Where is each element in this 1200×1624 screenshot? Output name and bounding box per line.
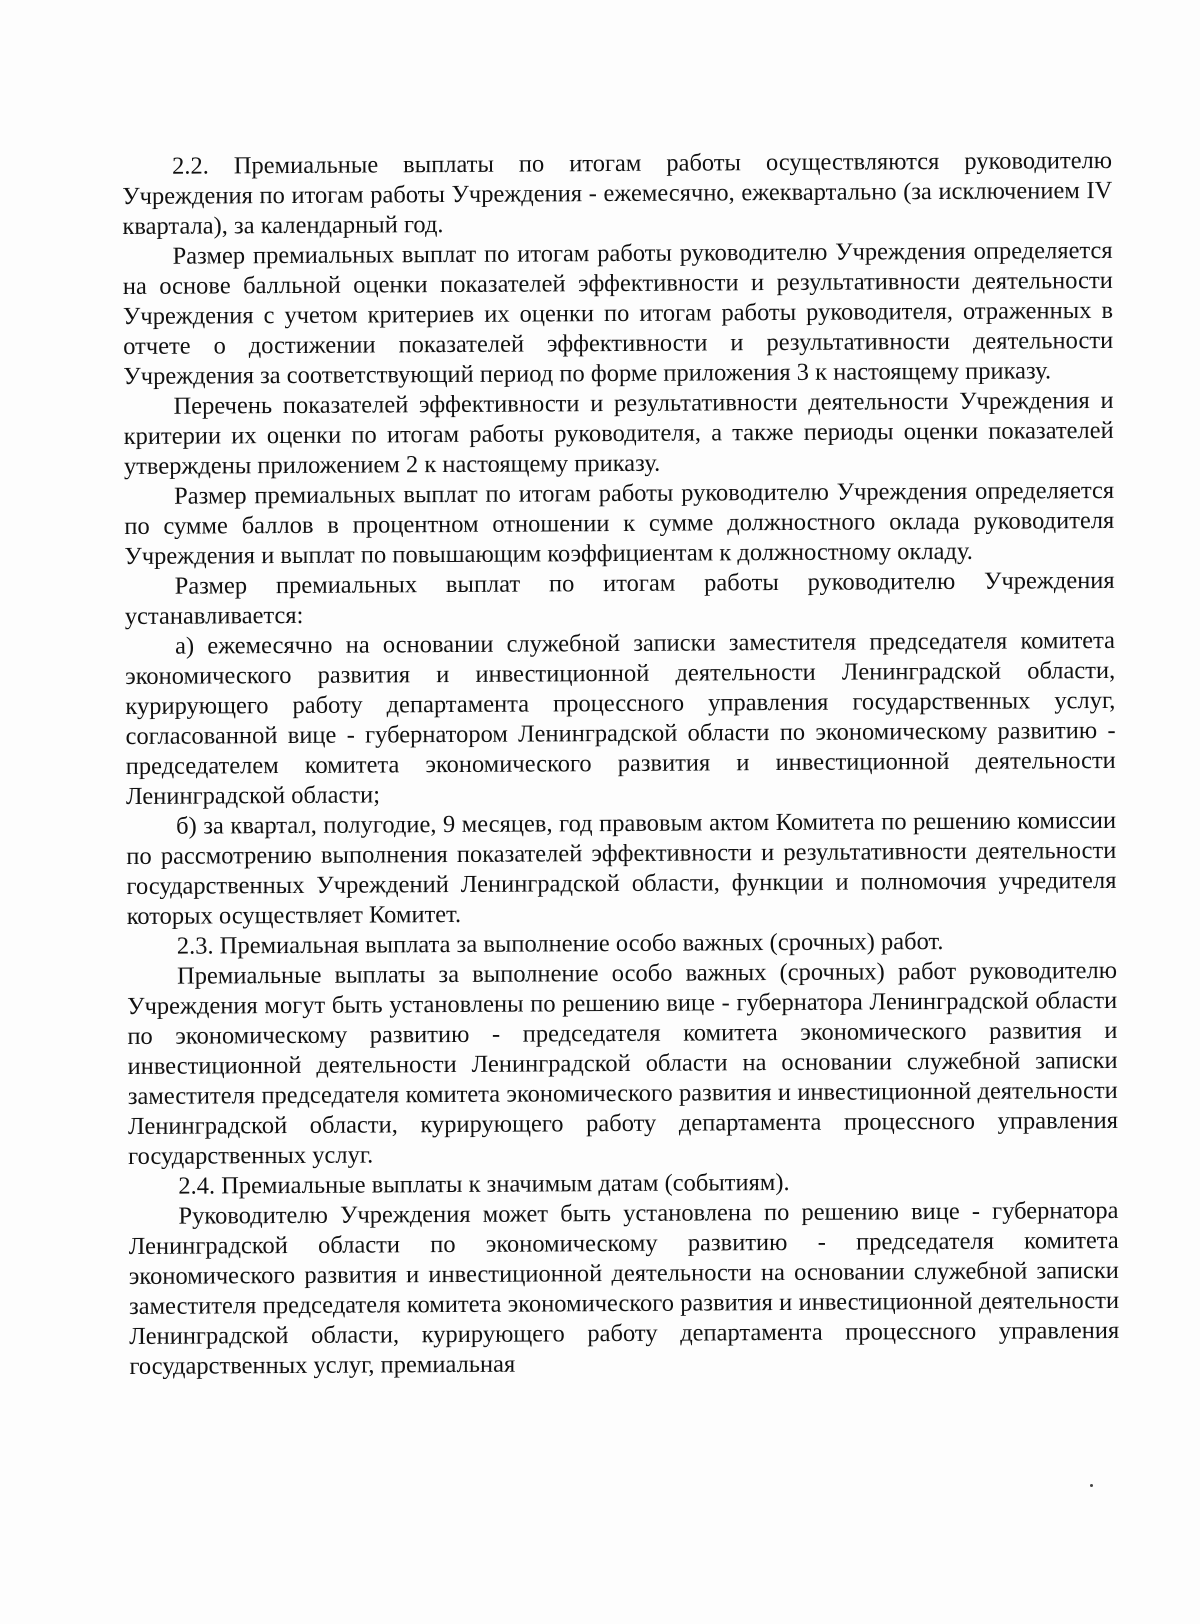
document-body [122,146,1119,1382]
paragraph-2-4: 2.4. Премиальные выплаты к значимым датам (событиям). [178,1168,790,1200]
paragraph-bonus-size-basis: Размер премиальных выплат по итогам работы руководителю Учреждения определяется на основе балльной оценки показателей эффективности и результативности деятельности Учреждения с учетом критериев их оценки по итогам работы руководителя, отраженных в отчете о достижении показателей эффективности и результативности деятельности Учреждения за соответствующий период по форме приложения 3 к настоящему приказу. [122,236,1114,390]
paragraph-bonus-size-points: Размер премиальных выплат по итогам работы руководителю Учреждения определяется по сумме баллов в процентном отношении к сумме должностного оклада руководителя Учреждения и выплат по повышающим коэффициентам к должностному окладу. [124,476,1115,570]
paragraph-item-b: б) за квартал, полугодие, 9 месяцев, год правовым актом Комитета по решению комиссии по рассмотрению выполнения показателей эффективности и результативности деятельности государственных Учреждений Ленинградской области, функции и полномочия учредителя которых осуществляет Комитет. [126,806,1117,930]
paragraph-2-2: 2.2. Премиальные выплаты по итогам работы осуществляются руководителю Учреждения по итогам работы Учреждения - ежемесячно, ежеквартально (за исключением IV квартала), за календарный год. [122,146,1113,240]
paragraph-2-3: 2.3. Премиальная выплата за выполнение особо важных (срочных) работ. [176,927,944,960]
scan-speck [1090,1484,1093,1487]
paragraph-significant-dates-bonus: Руководителю Учреждения может быть установлена по решению вице - губернатора Ленинградской области по экономическому развитию - председателя комитета экономического развития и инвестиционной деятельности на основании служебной записки заместителя председателя комитета экономического развития и инвестиционной деятельности Ленинградской области, курирующего работу департамента процессного управления государственных услуг, премиальная [128,1196,1120,1380]
paragraph-urgent-work-bonus: Премиальные выплаты за выполнение особо важных (срочных) работ руководителю Учреждения могут быть установлены по решению вице - губернатора Ленинградской области по экономическому развитию - председателя комитета экономического развития и инвестиционной деятельности Ленинградской области на основании служебной записки заместителя председателя комитета экономического развития и инвестиционной деятельности Ленинградской области, курирующего работу департамента процессного управления государственных услуг. [127,956,1119,1170]
paragraph-item-a: а) ежемесячно на основании служебной записки заместителя председателя комитета экономического развития и инвестиционной деятельности Ленинградской области, курирующего работу департамента процессного управления государственных услуг, согласованной вице - губернатором Ленинградской области по экономическому развитию - председателем комитета экономического развития и инвестиционной деятельности Ленинградской области; [125,626,1116,810]
paragraph-bonus-established: Размер премиальных выплат по итогам работы руководителю Учреждения устанавливается: [124,566,1115,630]
paragraph-indicators-list: Перечень показателей эффективности и результативности деятельности Учреждения и критерии их оценки по итогам работы руководителя, а также периоды оценки показателей утверждены приложением 2 к настоящему приказу. [123,386,1114,480]
